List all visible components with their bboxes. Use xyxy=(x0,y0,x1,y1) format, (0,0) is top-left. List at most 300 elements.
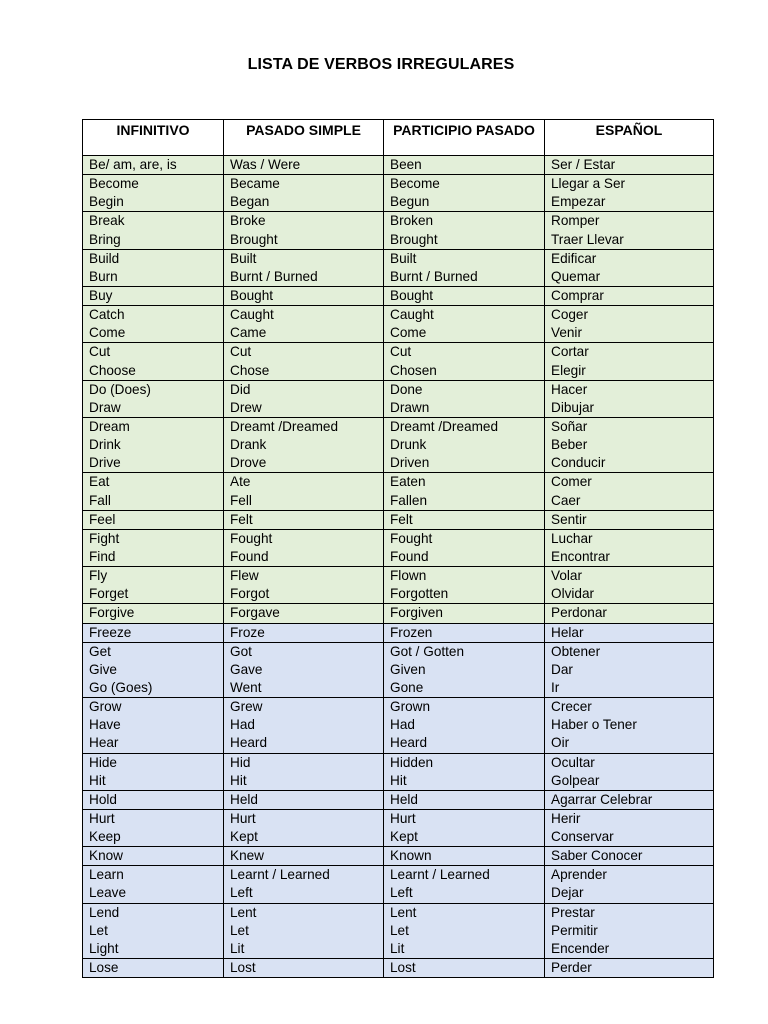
cell-text: Lost xyxy=(230,960,256,976)
header-infinitivo: INFINITIVO xyxy=(83,120,224,156)
cell-text: Built xyxy=(390,250,417,266)
cell-text: Hacer xyxy=(551,381,588,397)
cell-text: Catch xyxy=(89,307,125,323)
past-simple-cell xyxy=(224,809,384,846)
cell-text: Herir xyxy=(551,810,581,826)
past-simple-cell xyxy=(224,567,384,604)
irregular-verbs-table xyxy=(82,119,714,978)
cell-text: Learn xyxy=(89,867,124,883)
spanish-cell xyxy=(545,473,714,510)
infinitive-cell xyxy=(83,790,224,809)
infinitive-cell xyxy=(83,343,224,380)
cell-text: Let xyxy=(230,922,249,938)
table-row xyxy=(83,698,714,753)
cell-text: Fought xyxy=(390,530,433,546)
cell-text: Soñar xyxy=(551,418,588,434)
past-participle-cell xyxy=(384,809,545,846)
past-simple-cell xyxy=(224,510,384,529)
past-simple-cell xyxy=(224,529,384,566)
spanish-cell xyxy=(545,604,714,623)
cell-text: Lend xyxy=(89,904,120,920)
cell-text: Froze xyxy=(230,624,265,640)
past-participle-cell xyxy=(384,473,545,510)
infinitive-cell xyxy=(83,417,224,472)
cell-text: Permitir xyxy=(551,922,598,938)
spanish-cell xyxy=(545,567,714,604)
cell-text: Oir xyxy=(551,735,570,751)
cell-text: Hid xyxy=(230,754,251,770)
cell-text: Drink xyxy=(89,437,121,453)
cell-text: Do (Does) xyxy=(89,381,151,397)
cell-text: Lit xyxy=(390,940,405,956)
cell-text: Known xyxy=(390,848,432,864)
past-simple-cell xyxy=(224,847,384,866)
past-participle-cell xyxy=(384,510,545,529)
cell-text: Drive xyxy=(89,455,121,471)
cell-text: Conducir xyxy=(551,455,606,471)
cell-text: Drawn xyxy=(390,399,430,415)
cell-text: Begin xyxy=(89,194,124,210)
cell-text: Ate xyxy=(230,474,251,490)
past-simple-cell xyxy=(224,604,384,623)
cell-text: Begun xyxy=(390,194,430,210)
spanish-cell xyxy=(545,156,714,175)
table-row xyxy=(83,380,714,417)
infinitive-cell xyxy=(83,306,224,343)
cell-text: Driven xyxy=(390,455,430,471)
cell-text: Traer Llevar xyxy=(551,231,624,247)
cell-text: Ocultar xyxy=(551,754,595,770)
cell-text: Broke xyxy=(230,213,266,229)
cell-text: Had xyxy=(390,717,415,733)
table-row xyxy=(83,790,714,809)
infinitive-cell xyxy=(83,286,224,305)
cell-text: Got xyxy=(230,643,252,659)
cell-text: Grow xyxy=(89,699,122,715)
cell-text: Dar xyxy=(551,661,573,677)
cell-text: Caer xyxy=(551,492,581,508)
table-row xyxy=(83,567,714,604)
past-simple-cell xyxy=(224,866,384,903)
past-participle-cell xyxy=(384,567,545,604)
cell-text: Find xyxy=(89,548,116,564)
cell-text: Haber o Tener xyxy=(551,717,637,733)
cell-text: Have xyxy=(89,717,121,733)
document-title: LISTA DE VERBOS IRREGULARES xyxy=(247,56,515,73)
cell-text: Hidden xyxy=(390,754,434,770)
cell-text: Held xyxy=(390,791,418,807)
cell-text: Dreamt /Dreamed xyxy=(230,418,339,434)
past-participle-cell xyxy=(384,380,545,417)
spanish-cell xyxy=(545,790,714,809)
cell-text: Bring xyxy=(89,231,121,247)
cell-text: Obtener xyxy=(551,643,601,659)
cell-text: Elegir xyxy=(551,362,586,378)
past-simple-cell xyxy=(224,698,384,753)
cell-text: Forgiven xyxy=(390,605,443,621)
past-participle-cell xyxy=(384,156,545,175)
cell-text: Lit xyxy=(230,940,245,956)
cell-text: Hear xyxy=(89,735,119,751)
cell-text: Dream xyxy=(89,418,130,434)
spanish-cell xyxy=(545,698,714,753)
cell-text: Agarrar Celebrar xyxy=(551,791,653,807)
cell-text: Helar xyxy=(551,624,584,640)
cell-text: Grew xyxy=(230,699,263,715)
cell-text: Caught xyxy=(390,307,434,323)
infinitive-cell xyxy=(83,847,224,866)
cell-text: Bought xyxy=(390,287,434,303)
cell-text: Come xyxy=(89,325,126,341)
cell-text: Lost xyxy=(390,960,416,976)
table-row xyxy=(83,809,714,846)
cell-text: Kept xyxy=(390,829,418,845)
infinitive-cell xyxy=(83,175,224,212)
cell-text: Hide xyxy=(89,754,117,770)
past-simple-cell xyxy=(224,380,384,417)
cell-text: Forgotten xyxy=(390,586,449,602)
past-simple-cell xyxy=(224,417,384,472)
cell-text: Lent xyxy=(230,904,257,920)
cell-text: Olvidar xyxy=(551,586,595,602)
cell-text: Brought xyxy=(390,231,438,247)
cell-text: Fell xyxy=(230,492,252,508)
past-participle-cell xyxy=(384,249,545,286)
cell-text: Fight xyxy=(89,530,120,546)
table-row xyxy=(83,959,714,978)
past-participle-cell xyxy=(384,847,545,866)
cell-text: Felt xyxy=(230,511,253,527)
table-row xyxy=(83,473,714,510)
infinitive-cell xyxy=(83,623,224,642)
cell-text: Be/ am, are, is xyxy=(89,157,177,172)
past-participle-cell xyxy=(384,417,545,472)
cell-text: Forgave xyxy=(230,605,280,621)
cell-text: Sentir xyxy=(551,511,587,527)
cell-text: Leave xyxy=(89,885,127,901)
cell-text: Perder xyxy=(551,960,592,976)
cell-text: Forget xyxy=(89,586,129,602)
cell-text: Learnt / Learned xyxy=(230,867,330,883)
cell-text: Felt xyxy=(390,511,413,527)
cell-text: Eat xyxy=(89,474,110,490)
cell-text: Held xyxy=(230,791,258,807)
cell-text: Become xyxy=(390,176,440,192)
spanish-cell xyxy=(545,380,714,417)
cell-text: Come xyxy=(390,325,427,341)
infinitive-cell xyxy=(83,809,224,846)
cell-text: Light xyxy=(89,940,119,956)
past-participle-cell xyxy=(384,698,545,753)
cell-text: Comer xyxy=(551,474,592,490)
cell-text: Hurt xyxy=(390,810,416,826)
cell-text: Forgive xyxy=(89,605,135,621)
table-row xyxy=(83,417,714,472)
spanish-cell xyxy=(545,809,714,846)
infinitive-cell xyxy=(83,212,224,249)
cell-text: Knew xyxy=(230,848,265,864)
past-simple-cell xyxy=(224,959,384,978)
cell-text: Go (Goes) xyxy=(89,679,153,695)
past-participle-cell xyxy=(384,753,545,790)
cell-text: Buy xyxy=(89,287,113,303)
cell-text: Know xyxy=(89,848,124,864)
cell-text: Learnt / Learned xyxy=(390,867,490,883)
cell-text: Given xyxy=(390,661,426,677)
infinitive-cell xyxy=(83,604,224,623)
cell-text: Dibujar xyxy=(551,399,595,415)
table-row xyxy=(83,847,714,866)
cell-text: Flown xyxy=(390,568,427,584)
past-simple-cell xyxy=(224,753,384,790)
past-simple-cell xyxy=(224,286,384,305)
cell-text: Bought xyxy=(230,287,274,303)
past-simple-cell xyxy=(224,623,384,642)
cell-text: Kept xyxy=(230,829,258,845)
cell-text: Heard xyxy=(390,735,428,751)
cell-text: Choose xyxy=(89,362,136,378)
table-row xyxy=(83,156,714,175)
table-header-row xyxy=(83,120,714,156)
past-participle-cell xyxy=(384,790,545,809)
cell-text: Got / Gotten xyxy=(390,643,465,659)
cell-text: Cut xyxy=(390,344,412,360)
cell-text: Give xyxy=(89,661,117,677)
cell-text: Romper xyxy=(551,213,600,229)
cell-text: Hold xyxy=(89,791,117,807)
cell-text: Comprar xyxy=(551,287,604,303)
cell-text: Gave xyxy=(230,661,263,677)
past-participle-cell xyxy=(384,212,545,249)
cell-text: Burn xyxy=(89,268,118,284)
infinitive-cell xyxy=(83,156,224,175)
past-simple-cell xyxy=(224,642,384,697)
cell-text: Cortar xyxy=(551,344,589,360)
spanish-cell xyxy=(545,343,714,380)
cell-text: Volar xyxy=(551,568,582,584)
cell-text: Keep xyxy=(89,829,121,845)
table-row xyxy=(83,306,714,343)
past-participle-cell xyxy=(384,529,545,566)
cell-text: Broken xyxy=(390,213,434,229)
table-row xyxy=(83,212,714,249)
spanish-cell xyxy=(545,642,714,697)
past-participle-cell xyxy=(384,306,545,343)
cell-text: Flew xyxy=(230,568,259,584)
header-pasado-simple: PASADO SIMPLE xyxy=(224,120,384,156)
cell-text: Built xyxy=(230,250,257,266)
spanish-cell xyxy=(545,286,714,305)
spanish-cell xyxy=(545,417,714,472)
spanish-cell xyxy=(545,753,714,790)
cell-text: Get xyxy=(89,643,111,659)
cell-text: Found xyxy=(390,548,429,564)
past-participle-cell xyxy=(384,623,545,642)
past-simple-cell xyxy=(224,343,384,380)
cell-text: Build xyxy=(89,250,120,266)
cell-text: Hurt xyxy=(230,810,256,826)
cell-text: Caught xyxy=(230,307,274,323)
cell-text: Frozen xyxy=(390,624,433,640)
table-row xyxy=(83,529,714,566)
past-participle-cell xyxy=(384,959,545,978)
cell-text: Coger xyxy=(551,307,589,323)
past-participle-cell xyxy=(384,866,545,903)
spanish-cell xyxy=(545,959,714,978)
cell-text: Had xyxy=(230,717,255,733)
cell-text: Prestar xyxy=(551,904,595,920)
cell-text: Aprender xyxy=(551,867,607,883)
table-row xyxy=(83,249,714,286)
infinitive-cell xyxy=(83,249,224,286)
infinitive-cell xyxy=(83,529,224,566)
infinitive-cell xyxy=(83,698,224,753)
spanish-cell xyxy=(545,175,714,212)
spanish-cell xyxy=(545,510,714,529)
header-espanol: ESPAÑOL xyxy=(545,120,714,156)
cell-text: Done xyxy=(390,381,423,397)
spanish-cell xyxy=(545,529,714,566)
cell-text: Lent xyxy=(390,904,417,920)
cell-text: Feel xyxy=(89,511,116,527)
spanish-cell xyxy=(545,306,714,343)
cell-text: Began xyxy=(230,194,270,210)
past-simple-cell xyxy=(224,473,384,510)
infinitive-cell xyxy=(83,567,224,604)
cell-text: Lose xyxy=(89,960,119,976)
cell-text: Burnt / Burned xyxy=(230,268,318,284)
past-simple-cell xyxy=(224,790,384,809)
cell-text: Perdonar xyxy=(551,605,607,621)
infinitive-cell xyxy=(83,753,224,790)
cell-text: Eaten xyxy=(390,474,426,490)
cell-text: Hurt xyxy=(89,810,115,826)
cell-text: Dejar xyxy=(551,885,584,901)
cell-text: Drank xyxy=(230,437,267,453)
cell-text: Let xyxy=(390,922,409,938)
cell-text: Came xyxy=(230,325,267,341)
cell-text: Burnt / Burned xyxy=(390,268,478,284)
cell-text: Golpear xyxy=(551,772,600,788)
past-simple-cell xyxy=(224,175,384,212)
cell-text: Chosen xyxy=(390,362,437,378)
cell-text: Drunk xyxy=(390,437,427,453)
past-participle-cell xyxy=(384,642,545,697)
spanish-cell xyxy=(545,866,714,903)
table-row xyxy=(83,510,714,529)
cell-text: Gone xyxy=(390,679,424,695)
table-row xyxy=(83,175,714,212)
infinitive-cell xyxy=(83,642,224,697)
cell-text: Llegar a Ser xyxy=(551,176,626,192)
spanish-cell xyxy=(545,623,714,642)
cell-text: Cut xyxy=(89,344,111,360)
cell-text: Fall xyxy=(89,492,111,508)
cell-text: Draw xyxy=(89,399,121,415)
cell-text: Ir xyxy=(551,679,560,695)
past-simple-cell xyxy=(224,903,384,958)
cell-text: Did xyxy=(230,381,251,397)
table-row xyxy=(83,642,714,697)
cell-text: Hit xyxy=(390,772,407,788)
infinitive-cell xyxy=(83,380,224,417)
infinitive-cell xyxy=(83,903,224,958)
table-row xyxy=(83,903,714,958)
cell-text: Fought xyxy=(230,530,273,546)
cell-text: Been xyxy=(390,157,422,172)
cell-text: Forgot xyxy=(230,586,270,602)
table-row xyxy=(83,753,714,790)
cell-text: Crecer xyxy=(551,699,592,715)
cell-text: Found xyxy=(230,548,269,564)
table-row xyxy=(83,343,714,380)
cell-text: Drove xyxy=(230,455,267,471)
cell-text: Fallen xyxy=(390,492,428,508)
spanish-cell xyxy=(545,847,714,866)
header-participio-pasado: PARTICIPIO PASADO xyxy=(384,120,545,156)
infinitive-cell xyxy=(83,866,224,903)
past-simple-cell xyxy=(224,306,384,343)
cell-text: Drew xyxy=(230,399,262,415)
infinitive-cell xyxy=(83,959,224,978)
cell-text: Empezar xyxy=(551,194,606,210)
spanish-cell xyxy=(545,903,714,958)
cell-text: Fly xyxy=(89,568,108,584)
cell-text: Cut xyxy=(230,344,252,360)
table-body xyxy=(83,156,714,978)
cell-text: Saber Conocer xyxy=(551,848,643,864)
cell-text: Became xyxy=(230,176,280,192)
cell-text: Hit xyxy=(89,772,106,788)
cell-text: Edificar xyxy=(551,250,597,266)
cell-text: Encender xyxy=(551,940,610,956)
cell-text: Freeze xyxy=(89,624,132,640)
cell-text: Brought xyxy=(230,231,278,247)
table-row xyxy=(83,623,714,642)
cell-text: Luchar xyxy=(551,530,593,546)
cell-text: Conservar xyxy=(551,829,614,845)
cell-text: Ser / Estar xyxy=(551,157,616,172)
past-simple-cell xyxy=(224,212,384,249)
table-row xyxy=(83,866,714,903)
cell-text: Encontrar xyxy=(551,548,610,564)
cell-text: Dreamt /Dreamed xyxy=(390,418,499,434)
cell-text: Was / Were xyxy=(230,157,301,172)
spanish-cell xyxy=(545,249,714,286)
past-participle-cell xyxy=(384,604,545,623)
cell-text: Let xyxy=(89,922,108,938)
past-participle-cell xyxy=(384,286,545,305)
cell-text: Grown xyxy=(390,699,431,715)
cell-text: Went xyxy=(230,679,262,695)
infinitive-cell xyxy=(83,510,224,529)
past-simple-cell xyxy=(224,156,384,175)
table-row xyxy=(83,604,714,623)
cell-text: Heard xyxy=(230,735,268,751)
cell-text: Become xyxy=(89,176,139,192)
cell-text: Beber xyxy=(551,437,588,453)
past-participle-cell xyxy=(384,175,545,212)
cell-text: Hit xyxy=(230,772,247,788)
cell-text: Break xyxy=(89,213,125,229)
past-participle-cell xyxy=(384,903,545,958)
cell-text: Chose xyxy=(230,362,270,378)
cell-text: Venir xyxy=(551,325,582,341)
cell-text: Left xyxy=(390,885,413,901)
past-participle-cell xyxy=(384,343,545,380)
past-simple-cell xyxy=(224,249,384,286)
table-row xyxy=(83,286,714,305)
